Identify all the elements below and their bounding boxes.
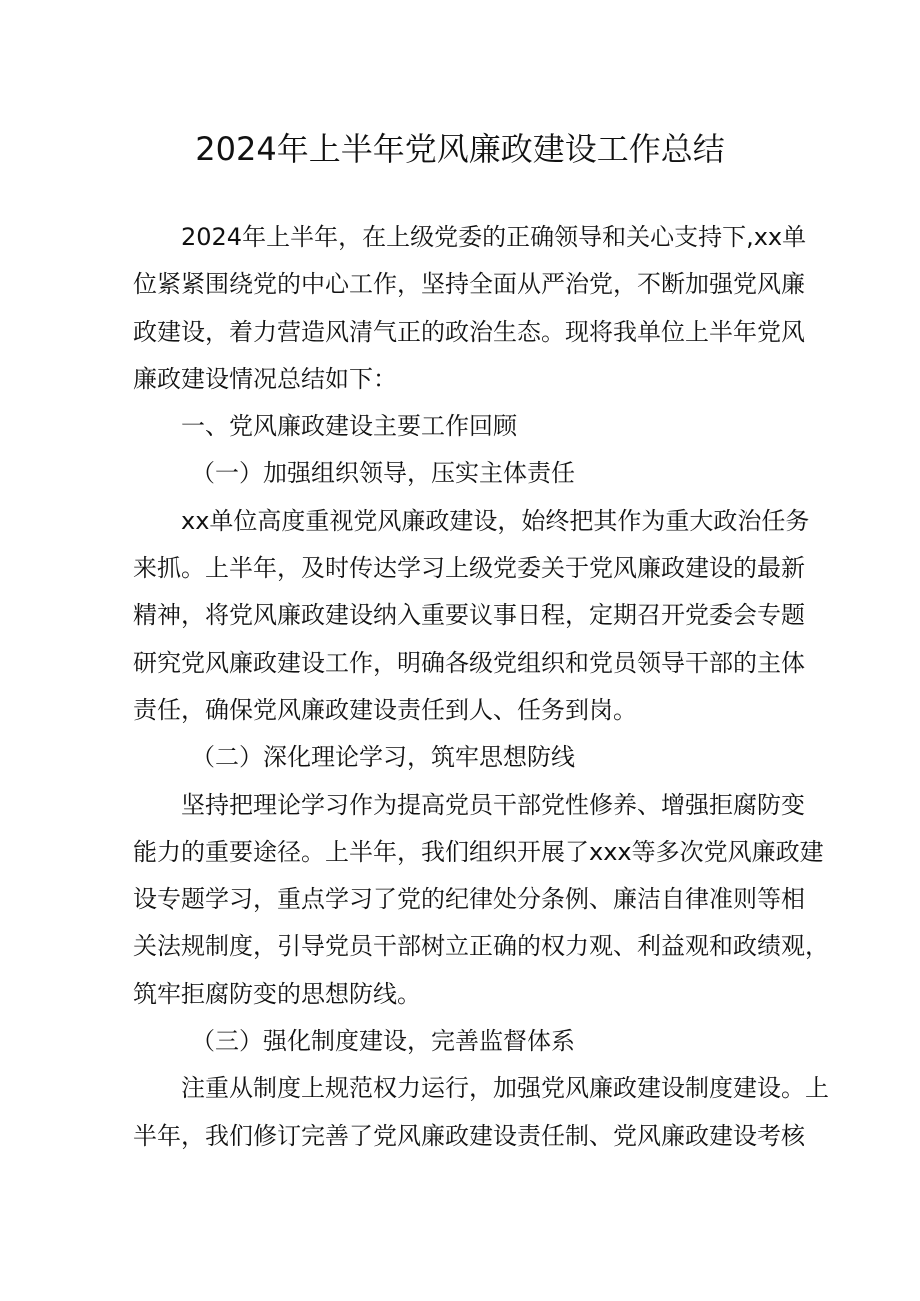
text-line: 责任，确保党风廉政建设责任到人、任务到岗。 xyxy=(133,695,637,724)
text-line: 半年，我们修订完善了党风廉政建设责任制、党风廉政建设考核 xyxy=(133,1121,805,1150)
text-line: 政建设，着力营造风清气正的政治生态。现将我单位上半年党风 xyxy=(133,317,805,346)
subsection-heading xyxy=(133,1018,813,1065)
text-line: 坚持把理论学习作为提高党员干部党性修养、增强拒腐防变 xyxy=(181,790,805,819)
document-title: 2024年上半年党风廉政建设工作总结 xyxy=(195,130,725,169)
text-line: 设专题学习，重点学习了党的纪律处分条例、廉洁自律准则等相 xyxy=(133,885,805,914)
text-line: 研究党风廉政建设工作，明确各级党组织和党员领导干部的主体 xyxy=(133,648,805,677)
paragraph xyxy=(133,1065,829,1160)
text-line: （二）深化理论学习，筑牢思想防线 xyxy=(191,743,575,772)
text-line: 2024年上半年，在上级党委的正确领导和关心支持下,xx单 xyxy=(181,223,807,251)
document-body xyxy=(133,214,829,1160)
section-heading xyxy=(133,403,813,450)
text-line: 廉政建设情况总结如下： xyxy=(133,364,397,393)
text-line: 精神，将党风廉政建设纳入重要议事日程，定期召开党委会专题 xyxy=(133,601,805,630)
text-line: 一、党风廉政建设主要工作回顾 xyxy=(181,412,517,441)
subsection-heading xyxy=(133,450,813,497)
paragraph xyxy=(133,782,829,1018)
paragraph-intro xyxy=(133,214,813,403)
text-line: 筑牢拒腐防变的思想防线。 xyxy=(133,979,421,1008)
text-line: 来抓。上半年，及时传达学习上级党委关于党风廉政建设的最新 xyxy=(133,554,805,583)
subsection-heading xyxy=(133,734,813,781)
text-line: xx单位高度重视党风廉政建设，始终把其作为重大政治任务 xyxy=(181,506,810,535)
text-line: （一）加强组织领导，压实主体责任 xyxy=(191,459,575,488)
text-line: 关法规制度，引导党员干部树立正确的权力观、利益观和政绩观， xyxy=(133,932,829,961)
text-line: 注重从制度上规范权力运行，加强党风廉政建设制度建设。上 xyxy=(181,1074,829,1103)
text-line: （三）强化制度建设，完善监督体系 xyxy=(191,1027,575,1056)
text-line: 能力的重要途径。上半年，我们组织开展了xxx等多次党风廉政建 xyxy=(133,837,824,866)
text-line: 位紧紧围绕党的中心工作，坚持全面从严治党，不断加强党风廉 xyxy=(133,270,805,299)
paragraph xyxy=(133,498,813,734)
